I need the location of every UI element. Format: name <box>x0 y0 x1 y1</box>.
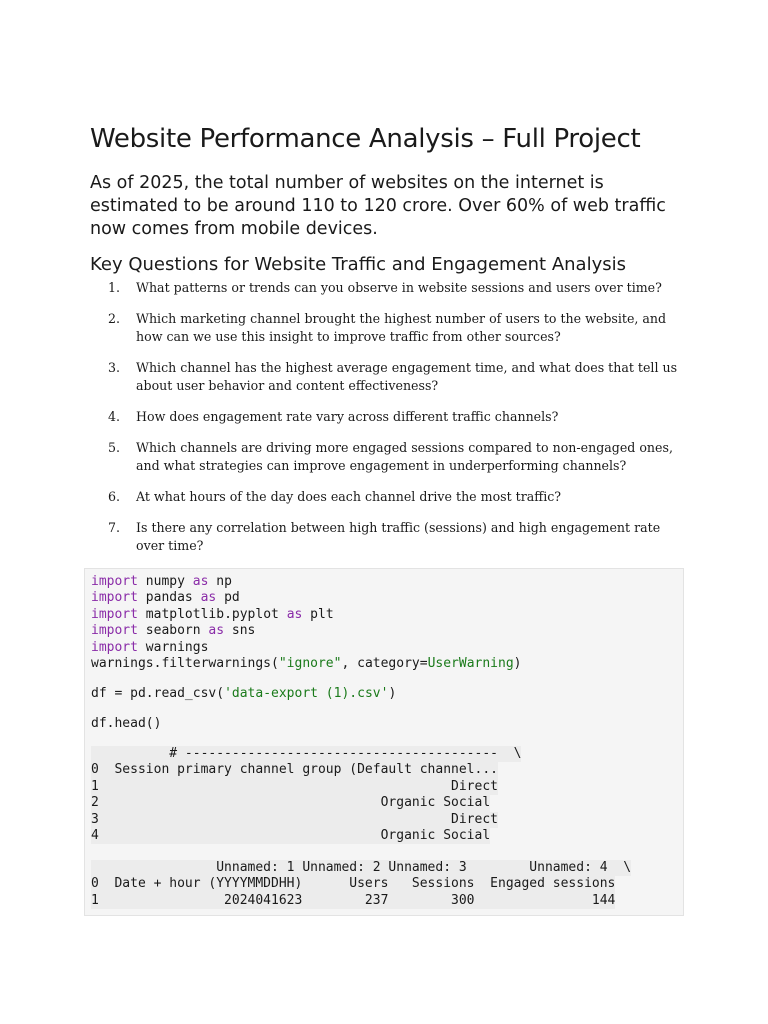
questions-list <box>0 279 681 555</box>
question-text: What patterns or trends can you observe in website sessions and users over time? <box>136 280 662 295</box>
output-line: 1 2024041623 237 300 144 <box>91 892 616 908</box>
code-cell <box>84 568 684 916</box>
code-line-import-pandas: import pandas as pd <box>91 590 240 606</box>
output-line: 4 Organic Social <box>91 828 491 843</box>
output-line: 0 Session primary channel group (Default channel... <box>91 762 498 778</box>
code-line-read-csv: df = pd.read_csv('data-export (1).csv') <box>91 686 397 701</box>
page-title: Website Performance Analysis – Full Project <box>90 124 641 154</box>
question-number: 4. <box>107 409 120 424</box>
code-line-import-numpy: import numpy as np <box>91 574 232 589</box>
question-number: 5. <box>107 440 120 455</box>
question-number: 6. <box>107 489 120 504</box>
question-text: about user behavior and content effectiveness? <box>136 378 439 393</box>
question-text: At what hours of the day does each channel drive the most traffic? <box>136 489 562 504</box>
output-line: 3 Direct <box>91 811 498 827</box>
question-number: 2. <box>107 311 120 326</box>
output-line: 2 Organic Social <box>91 795 491 811</box>
question-number: 3. <box>107 360 120 375</box>
question-number: 7. <box>107 520 120 535</box>
output-line: 0 Date + hour (YYYYMMDDHH) Users Sessions Engaged sessions <box>91 876 616 892</box>
question-item <box>0 279 681 297</box>
question-text: How does engagement rate vary across different traffic channels? <box>136 409 559 424</box>
code-line-filterwarnings: warnings.filterwarnings("ignore", category=UserWarning) <box>91 656 522 671</box>
output-line: # ---------------------------------------- \ <box>91 746 522 761</box>
output-line: Unnamed: 1 Unnamed: 2 Unnamed: 3 Unnamed: 4 \ <box>91 860 632 875</box>
intro-paragraph: As of 2025, the total number of websites on the internet is estimated to be around 110 to 120 crore. Over 60% of web traffic now comes from mobile devices. <box>90 173 666 239</box>
question-item <box>0 488 681 506</box>
question-item <box>0 519 681 555</box>
question-number: 1. <box>107 280 120 295</box>
code-line-df-head: df.head() <box>91 716 162 731</box>
question-text: over time? <box>136 538 204 553</box>
question-text: and what strategies can improve engagement in underperforming channels? <box>136 458 627 473</box>
output-line: 1 Direct <box>91 778 498 794</box>
question-text: Which marketing channel brought the highest number of users to the website, and <box>136 311 667 326</box>
code-line-import-warnings: import warnings <box>91 639 209 655</box>
question-item <box>0 359 681 395</box>
question-text: Is there any correlation between high traffic (sessions) and high engagement rate <box>136 520 661 535</box>
question-item <box>0 439 681 475</box>
question-text: Which channel has the highest average engagement time, and what does that tell us <box>136 360 678 375</box>
question-text: Which channels are driving more engaged sessions compared to non-engaged ones, <box>136 440 673 455</box>
code-line-import-matplotlib: import matplotlib.pyplot as plt <box>91 606 334 622</box>
code-line-import-seaborn: import seaborn as sns <box>91 623 256 639</box>
question-item <box>0 408 681 426</box>
question-text: how can we use this insight to improve traffic from other sources? <box>136 329 561 344</box>
section-heading: Key Questions for Website Traffic and Engagement Analysis <box>90 254 626 275</box>
question-item <box>0 310 681 346</box>
